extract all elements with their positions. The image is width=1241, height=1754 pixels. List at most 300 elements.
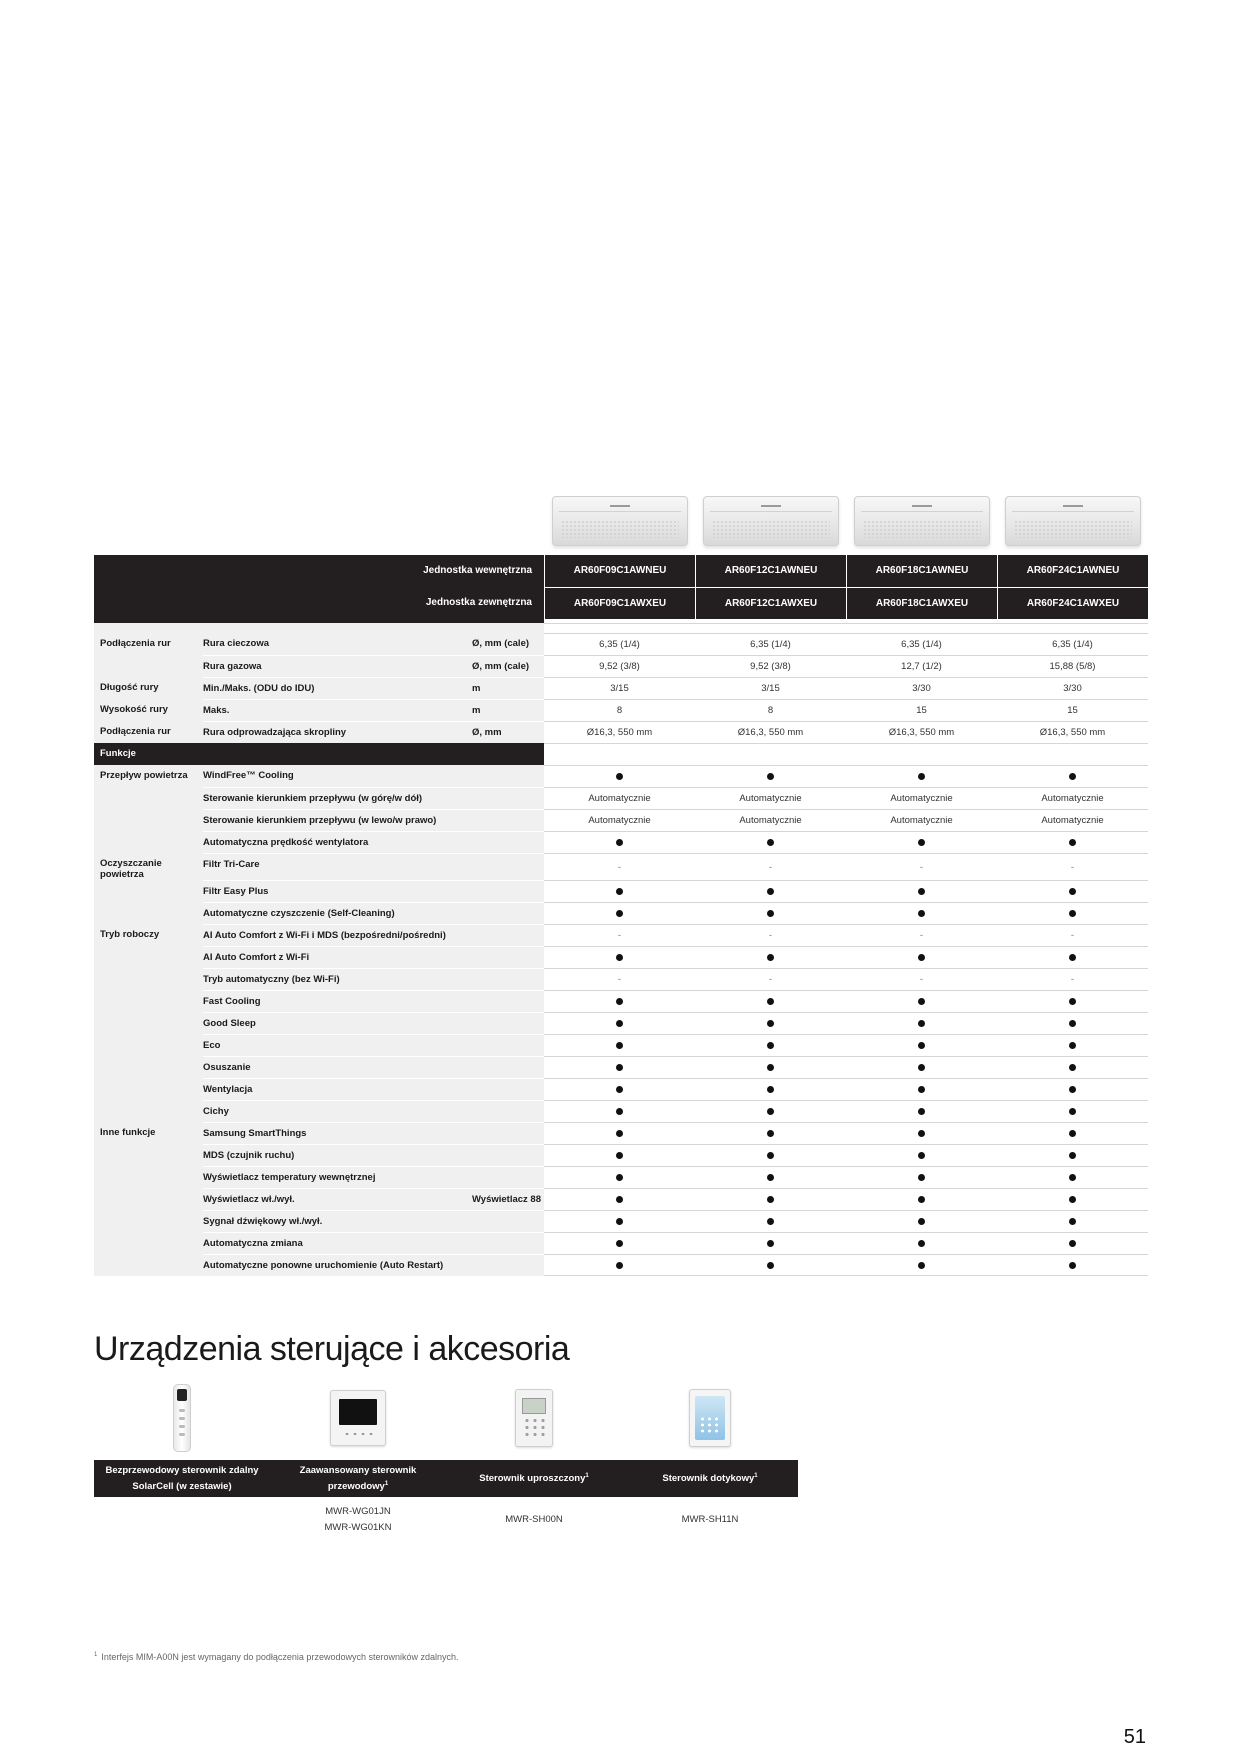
bullet-dot-icon: [616, 998, 623, 1005]
footnote-mark: 1: [94, 1652, 98, 1658]
value-cell: [695, 699, 846, 721]
row-item: Wyświetlacz wł./wył.: [203, 1188, 472, 1210]
table-row: [94, 1078, 1148, 1100]
bullet-dot-icon: [918, 998, 925, 1005]
bullet-dot-icon: [616, 1218, 623, 1225]
value-cell: [997, 902, 1148, 924]
bullet-dot-icon: [1069, 1218, 1076, 1225]
table-row: [94, 1254, 1148, 1276]
value-text: Ø16,3, 550 mm: [1039, 727, 1106, 738]
bullet-dot-icon: [1069, 1152, 1076, 1159]
value-text: Automatycznie: [588, 815, 651, 826]
value-cell: [695, 924, 846, 946]
accessories-models: [94, 1497, 798, 1539]
row-unit: [472, 1078, 544, 1100]
functions-section-header: [94, 743, 1148, 765]
value-text: -: [617, 930, 622, 941]
indoor-model-header: [94, 555, 1148, 587]
value-cell: [544, 1232, 695, 1254]
bullet-dot-icon: [616, 1086, 623, 1093]
row-item: Rura odprowadzająca skropliny: [203, 721, 472, 743]
row-item: Cichy: [203, 1100, 472, 1122]
value-cell: [544, 699, 695, 721]
indoor-model: AR60F24C1AWNEU: [997, 555, 1148, 587]
table-row: [94, 1012, 1148, 1034]
table-row: [94, 1100, 1148, 1122]
table-spacer: [94, 623, 1148, 633]
row-group: [94, 946, 203, 968]
bullet-dot-icon: [1069, 773, 1076, 780]
value-cell: [695, 1012, 846, 1034]
row-group: [94, 880, 203, 902]
value-cell: [544, 765, 695, 787]
table-row: [94, 1034, 1148, 1056]
table-row: [94, 1210, 1148, 1232]
bullet-dot-icon: [767, 1086, 774, 1093]
table-row: [94, 655, 1148, 677]
value-text: -: [768, 930, 773, 941]
row-group: [94, 1166, 203, 1188]
bullet-dot-icon: [616, 1240, 623, 1247]
table-row: [94, 699, 1148, 721]
row-unit: [472, 946, 544, 968]
table-row: [94, 765, 1148, 787]
row-unit: Ø, mm (cale): [472, 633, 544, 655]
value-cell: [695, 1254, 846, 1276]
value-cell: [695, 1122, 846, 1144]
value-cell: [846, 809, 997, 831]
row-group: Podłączenia rur: [94, 633, 203, 655]
bullet-dot-icon: [918, 1152, 925, 1159]
outdoor-model: AR60F12C1AWXEU: [695, 587, 846, 619]
bullet-dot-icon: [616, 1262, 623, 1269]
row-group: [94, 968, 203, 990]
value-text: 6,35 (1/4): [1052, 639, 1093, 650]
value-text: -: [1070, 930, 1075, 941]
row-group: Przepływ powietrza: [94, 765, 203, 787]
table-row: [94, 721, 1148, 743]
row-item: Rura cieczowa: [203, 633, 472, 655]
value-cell: [695, 721, 846, 743]
value-cell: [997, 968, 1148, 990]
bullet-dot-icon: [1069, 910, 1076, 917]
functions-label: Funkcje: [94, 743, 544, 765]
indoor-model: AR60F12C1AWNEU: [695, 555, 846, 587]
value-cell: [846, 765, 997, 787]
value-cell: [846, 880, 997, 902]
spec-table: [94, 555, 1148, 1276]
value-cell: [695, 1078, 846, 1100]
accessory-header: Sterownik dotykowy$^1$: [662, 1472, 758, 1484]
value-cell: [997, 721, 1148, 743]
value-cell: [997, 990, 1148, 1012]
value-text: Automatycznie: [739, 793, 802, 804]
value-cell: [544, 1078, 695, 1100]
bullet-dot-icon: [918, 954, 925, 961]
bullet-dot-icon: [918, 888, 925, 895]
value-cell: [997, 655, 1148, 677]
value-cell: [846, 1034, 997, 1056]
table-row: [94, 1056, 1148, 1078]
row-unit: [472, 1144, 544, 1166]
value-cell: [695, 902, 846, 924]
value-cell: [846, 1100, 997, 1122]
value-cell: [695, 787, 846, 809]
accessory-models: [446, 1501, 622, 1539]
outdoor-model-header: [94, 587, 1148, 619]
row-item: Automatyczne ponowne uruchomienie (Auto Restart): [203, 1254, 472, 1276]
table-row: [94, 1232, 1148, 1254]
table-row: [94, 787, 1148, 809]
bullet-dot-icon: [767, 888, 774, 895]
value-cell: [695, 1034, 846, 1056]
row-item: Filtr Easy Plus: [203, 880, 472, 902]
value-text: 6,35 (1/4): [901, 639, 942, 650]
row-group: [94, 1188, 203, 1210]
table-row: [94, 677, 1148, 699]
value-cell: [997, 1078, 1148, 1100]
value-cell: [846, 1232, 997, 1254]
bullet-dot-icon: [616, 1152, 623, 1159]
value-cell: [997, 809, 1148, 831]
value-text: Automatycznie: [890, 815, 953, 826]
row-unit: [472, 1166, 544, 1188]
value-text: Ø16,3, 550 mm: [737, 727, 804, 738]
indoor-unit-image: [846, 491, 997, 546]
value-text: -: [768, 861, 773, 873]
row-item: MDS (czujnik ruchu): [203, 1144, 472, 1166]
table-row: [94, 853, 1148, 880]
outdoor-unit-label: Jednostka zewnętrzna: [425, 597, 532, 608]
value-text: 3/15: [610, 683, 629, 694]
value-text: Automatycznie: [1041, 793, 1104, 804]
accessories-header: [94, 1460, 798, 1497]
bullet-dot-icon: [918, 1064, 925, 1071]
value-cell: [695, 831, 846, 853]
row-group: Inne funkcje: [94, 1122, 203, 1144]
value-text: 3/30: [912, 683, 931, 694]
row-item: Sygnał dźwiękowy wł./wył.: [203, 1210, 472, 1232]
value-cell: [695, 655, 846, 677]
spec-rows: [94, 633, 1148, 743]
value-cell: [544, 831, 695, 853]
value-text: 15: [1067, 705, 1078, 716]
table-row: [94, 1144, 1148, 1166]
value-cell: [846, 633, 997, 655]
row-item: Samsung SmartThings: [203, 1122, 472, 1144]
outdoor-model: AR60F09C1AWXEU: [544, 587, 695, 619]
value-cell: [997, 787, 1148, 809]
value-cell: [544, 677, 695, 699]
row-item: Fast Cooling: [203, 990, 472, 1012]
value-text: 15,88 (5/8): [1049, 661, 1096, 672]
value-cell: [846, 1012, 997, 1034]
row-item: Tryb automatyczny (bez Wi-Fi): [203, 968, 472, 990]
outdoor-model: AR60F24C1AWXEU: [997, 587, 1148, 619]
value-cell: [695, 1188, 846, 1210]
bullet-dot-icon: [918, 1020, 925, 1027]
row-unit: [472, 902, 544, 924]
bullet-dot-icon: [767, 1240, 774, 1247]
value-cell: [846, 655, 997, 677]
value-text: -: [617, 974, 622, 985]
value-cell: [544, 880, 695, 902]
table-row: [94, 1122, 1148, 1144]
row-item: Wyświetlacz temperatury wewnętrznej: [203, 1166, 472, 1188]
row-unit: [472, 924, 544, 946]
value-cell: [997, 853, 1148, 880]
value-cell: [695, 1166, 846, 1188]
row-item: Sterowanie kierunkiem przepływu (w górę/w dół): [203, 787, 472, 809]
value-cell: [846, 1122, 997, 1144]
indoor-unit-image: [544, 491, 695, 546]
bullet-dot-icon: [1069, 1042, 1076, 1049]
value-cell: [997, 924, 1148, 946]
bullet-dot-icon: [1069, 1130, 1076, 1137]
row-unit: [472, 1254, 544, 1276]
row-unit: [472, 787, 544, 809]
value-cell: [846, 1254, 997, 1276]
value-cell: [695, 677, 846, 699]
advanced-wired-controller-image: [270, 1383, 446, 1453]
value-cell: [997, 1144, 1148, 1166]
table-row: [94, 831, 1148, 853]
bullet-dot-icon: [1069, 1240, 1076, 1247]
bullet-dot-icon: [918, 1042, 925, 1049]
value-text: Ø16,3, 550 mm: [888, 727, 955, 738]
row-unit: [472, 1122, 544, 1144]
row-group: Wysokość rury: [94, 699, 203, 721]
bullet-dot-icon: [616, 910, 623, 917]
value-cell: [544, 787, 695, 809]
bullet-dot-icon: [918, 1130, 925, 1137]
row-group: [94, 1100, 203, 1122]
value-cell: [846, 1078, 997, 1100]
bullet-dot-icon: [616, 888, 623, 895]
value-cell: [846, 968, 997, 990]
value-text: 6,35 (1/4): [750, 639, 791, 650]
value-cell: [544, 968, 695, 990]
row-item: Automatyczna zmiana: [203, 1232, 472, 1254]
value-text: Automatycznie: [739, 815, 802, 826]
value-cell: [997, 1100, 1148, 1122]
row-unit: [472, 1034, 544, 1056]
row-unit: [472, 880, 544, 902]
row-item: Rura gazowa: [203, 655, 472, 677]
table-row: [94, 968, 1148, 990]
bullet-dot-icon: [1069, 998, 1076, 1005]
row-group: Podłączenia rur: [94, 721, 203, 743]
row-group: [94, 809, 203, 831]
bullet-dot-icon: [918, 839, 925, 846]
bullet-dot-icon: [767, 998, 774, 1005]
value-cell: [544, 1188, 695, 1210]
bullet-dot-icon: [767, 1042, 774, 1049]
row-group: [94, 990, 203, 1012]
value-text: Automatycznie: [890, 793, 953, 804]
accessory-models: [622, 1501, 798, 1539]
value-cell: [695, 1232, 846, 1254]
value-text: -: [1070, 974, 1075, 985]
simple-controller-image: [446, 1383, 622, 1453]
row-group: [94, 831, 203, 853]
value-cell: [997, 1122, 1148, 1144]
value-text: -: [919, 861, 924, 873]
value-cell: [544, 1056, 695, 1078]
row-item: Good Sleep: [203, 1012, 472, 1034]
bullet-dot-icon: [918, 1218, 925, 1225]
bullet-dot-icon: [767, 1174, 774, 1181]
bullet-dot-icon: [1069, 1174, 1076, 1181]
bullet-dot-icon: [918, 1196, 925, 1203]
value-cell: [846, 677, 997, 699]
value-cell: [544, 990, 695, 1012]
row-group: [94, 1144, 203, 1166]
value-text: 3/15: [761, 683, 780, 694]
value-cell: [846, 699, 997, 721]
row-unit: Wyświetlacz 88: [472, 1188, 544, 1210]
value-cell: [997, 1166, 1148, 1188]
value-cell: [544, 853, 695, 880]
row-item: Automatyczna prędkość wentylatora: [203, 831, 472, 853]
bullet-dot-icon: [918, 1174, 925, 1181]
accessory-header: Sterownik uproszczony$^1$: [479, 1472, 589, 1484]
value-cell: [695, 990, 846, 1012]
value-cell: [997, 1188, 1148, 1210]
value-cell: [997, 1034, 1148, 1056]
value-cell: [846, 946, 997, 968]
bullet-dot-icon: [616, 1130, 623, 1137]
bullet-dot-icon: [616, 1196, 623, 1203]
value-cell: [544, 1254, 695, 1276]
value-text: Ø16,3, 550 mm: [586, 727, 653, 738]
value-text: 9,52 (3/8): [750, 661, 791, 672]
indoor-model: AR60F18C1AWNEU: [846, 555, 997, 587]
value-text: 3/30: [1063, 683, 1082, 694]
value-cell: [997, 1254, 1148, 1276]
bullet-dot-icon: [1069, 1020, 1076, 1027]
bullet-dot-icon: [767, 1196, 774, 1203]
accessories-title: Urządzenia sterujące i akcesoria: [94, 1330, 570, 1368]
row-group: [94, 1254, 203, 1276]
row-item: AI Auto Comfort z Wi-Fi: [203, 946, 472, 968]
row-group: [94, 787, 203, 809]
bullet-dot-icon: [616, 839, 623, 846]
value-cell: [997, 831, 1148, 853]
row-unit: m: [472, 677, 544, 699]
value-cell: [544, 1210, 695, 1232]
function-rows: [94, 765, 1148, 1276]
value-cell: [846, 831, 997, 853]
row-unit: m: [472, 699, 544, 721]
bullet-dot-icon: [1069, 1196, 1076, 1203]
bullet-dot-icon: [1069, 1108, 1076, 1115]
value-cell: [846, 1210, 997, 1232]
row-group: [94, 655, 203, 677]
row-unit: [472, 1012, 544, 1034]
row-unit: [472, 990, 544, 1012]
value-cell: [846, 1166, 997, 1188]
table-row: [94, 946, 1148, 968]
value-text: -: [919, 974, 924, 985]
value-text: -: [768, 974, 773, 985]
value-cell: [544, 721, 695, 743]
value-cell: [544, 655, 695, 677]
value-cell: [695, 765, 846, 787]
bullet-dot-icon: [1069, 1086, 1076, 1093]
row-item: Automatyczne czyszczenie (Self-Cleaning): [203, 902, 472, 924]
bullet-dot-icon: [1069, 1064, 1076, 1071]
bullet-dot-icon: [767, 910, 774, 917]
bullet-dot-icon: [616, 1064, 623, 1071]
row-item: Filtr Tri-Care: [203, 853, 472, 880]
row-group: Tryb roboczy: [94, 924, 203, 946]
row-item: WindFree™ Cooling: [203, 765, 472, 787]
value-cell: [695, 1056, 846, 1078]
value-cell: [695, 1210, 846, 1232]
bullet-dot-icon: [767, 1108, 774, 1115]
bullet-dot-icon: [616, 1020, 623, 1027]
value-cell: [997, 677, 1148, 699]
bullet-dot-icon: [918, 1108, 925, 1115]
row-item: Maks.: [203, 699, 472, 721]
indoor-unit-image: [997, 491, 1148, 546]
row-group: [94, 1056, 203, 1078]
value-cell: [846, 721, 997, 743]
accessory-images: [94, 1383, 798, 1453]
value-cell: [997, 1056, 1148, 1078]
bullet-dot-icon: [616, 1042, 623, 1049]
value-cell: [544, 924, 695, 946]
value-text: -: [919, 930, 924, 941]
row-group: [94, 1078, 203, 1100]
table-row: [94, 633, 1148, 655]
accessory-model: MWR-SH11N: [681, 1514, 739, 1525]
indoor-unit-label: Jednostka wewnętrzna: [423, 565, 532, 576]
row-item: Sterowanie kierunkiem przepływu (w lewo/w prawo): [203, 809, 472, 831]
value-cell: [695, 880, 846, 902]
value-cell: [997, 880, 1148, 902]
row-unit: [472, 968, 544, 990]
row-unit: [472, 809, 544, 831]
value-cell: [695, 1100, 846, 1122]
page-number: 51: [1123, 1726, 1146, 1748]
value-cell: [997, 765, 1148, 787]
value-cell: [544, 1122, 695, 1144]
accessory-model: MWR-WG01JN: [325, 1506, 391, 1517]
accessory-models: [270, 1501, 446, 1539]
solarcell-remote-image: [94, 1383, 270, 1453]
row-unit: [472, 1056, 544, 1078]
value-text: 15: [916, 705, 927, 716]
bullet-dot-icon: [767, 1218, 774, 1225]
value-cell: [544, 902, 695, 924]
bullet-dot-icon: [918, 1240, 925, 1247]
bullet-dot-icon: [767, 1020, 774, 1027]
table-row: [94, 924, 1148, 946]
row-unit: [472, 765, 544, 787]
value-cell: [544, 809, 695, 831]
value-cell: [846, 1144, 997, 1166]
value-cell: [695, 633, 846, 655]
bullet-dot-icon: [1069, 888, 1076, 895]
table-row: [94, 880, 1148, 902]
value-cell: [997, 946, 1148, 968]
row-item: Osuszanie: [203, 1056, 472, 1078]
bullet-dot-icon: [767, 1152, 774, 1159]
table-row: [94, 990, 1148, 1012]
row-unit: [472, 1210, 544, 1232]
